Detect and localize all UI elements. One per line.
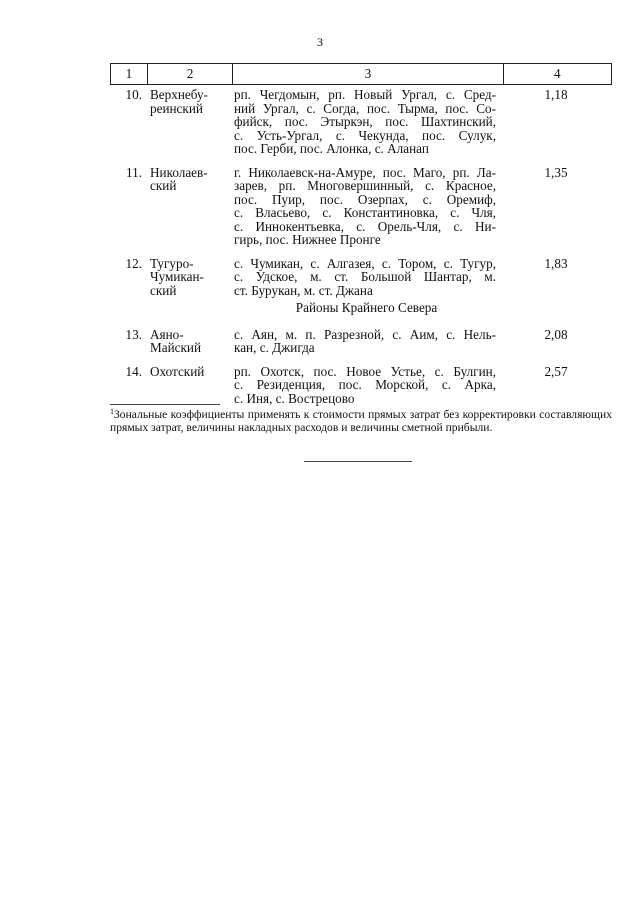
district-line: Верхнебу- [150,87,208,102]
settlement-line: г. Николаевск-на-Амуре, пос. Маго, рп. Ла- [234,164,496,180]
district-name [146,365,231,406]
table-row [110,365,612,406]
district-line: ский [150,178,177,193]
settlement-line: фийск, пос. Этыркэн, пос. Шахтинский, [234,114,496,129]
end-divider [304,461,412,462]
table-row [110,166,612,247]
table-row [110,328,612,355]
page-number: 3 [317,35,323,49]
row-number: 12. [125,255,142,271]
coefficient-table [110,63,612,405]
zonal-coefficient: 1,83 [544,255,568,271]
table-row [110,88,612,156]
row-number: 10. [125,87,142,102]
settlement-line: зарев, рп. Многовершинный, с. Красное, [234,178,496,193]
header-cell-4: 4 [554,66,561,82]
settlement-line: с. Резиденция, пос. Морской, с. Арка, [234,377,496,392]
zonal-coefficient: 2,08 [544,326,568,342]
settlement-line: кан, с. Джигда [234,340,315,355]
district-name [146,328,231,355]
district-line: Майский [150,340,202,355]
settlements [231,166,502,247]
zonal-coefficient: 1,18 [544,87,568,102]
district-line: Николаев- [150,164,208,180]
header-cell-3: 3 [233,64,503,84]
settlements [231,328,502,355]
district-name [146,88,231,156]
settlement-line: с. Иннокентьевка, с. Орель-Чля, с. Ни- [234,218,496,234]
table-body [110,88,612,297]
zonal-coefficient: 2,57 [544,363,568,379]
settlement-line: ний Ургал, с. Согда, пос. Тырма, пос. Со- [234,100,496,116]
district-line: ский [150,282,177,298]
settlement-line: с. Власьево, с. Константиновка, с. Чля, [234,205,496,220]
zonal-coefficient: 1,35 [544,164,568,180]
row-number: 11. [126,164,142,180]
table-row [110,257,612,298]
settlement-line: с. Аян, м. п. Разрезной, с. Аим, с. Нель- [234,326,496,342]
settlement-line: с. Чумикан, с. Алгазея, с. Тором, с. Тугур, [234,255,496,271]
settlement-line: с. Иня, с. Вострецово [234,390,355,406]
settlement-line: с. Усть-Ургал, с. Чекунда, пос. Сулук, [234,127,496,143]
district-line: Аяно- [150,326,184,342]
settlement-line: рп. Охотск, пос. Новое Устье, с. Булгин, [234,363,496,379]
district-name [146,257,231,298]
settlement-line: рп. Чегдомын, рп. Новый Ургал, с. Сред- [234,87,496,102]
district-line: реинский [150,100,203,116]
district-line: Чумикан- [150,269,204,284]
table-body-north [110,328,612,406]
settlement-line: ст. Бурукан, м. ст. Джана [234,282,373,298]
row-number: 13. [125,326,142,342]
district-name [146,166,231,247]
row-number: 14. [125,363,142,379]
footnote-divider [110,404,220,405]
settlement-line: гирь, пос. Нижнее Пронге [234,232,381,247]
footnote [110,406,612,434]
footnote-marker: 1 [110,407,114,416]
settlements [231,257,502,298]
footnote-text: Зональные коэффициенты применять к стоимости прямых затрат без корректировки составляющих прямых затрат, величины накладных расходов и величины сметной прибыли. [110,408,612,434]
settlement-line: с. Удское, м. ст. Большой Шантар, м. [234,269,496,284]
settlement-line: пос. Пуир, пос. Озерпах, с. Оремиф, [234,191,496,207]
settlements [231,365,502,406]
section-title: Районы Крайнего Севера [295,300,438,315]
header-cell-2: 2 [148,64,233,84]
table-header [110,63,612,85]
district-line: Охотский [150,363,205,379]
district-line: Тугуро- [150,255,194,271]
header-cell-1: 1 [111,64,148,84]
settlement-line: пос. Герби, пос. Алонка, с. Аланап [234,141,429,156]
settlements [231,88,502,156]
